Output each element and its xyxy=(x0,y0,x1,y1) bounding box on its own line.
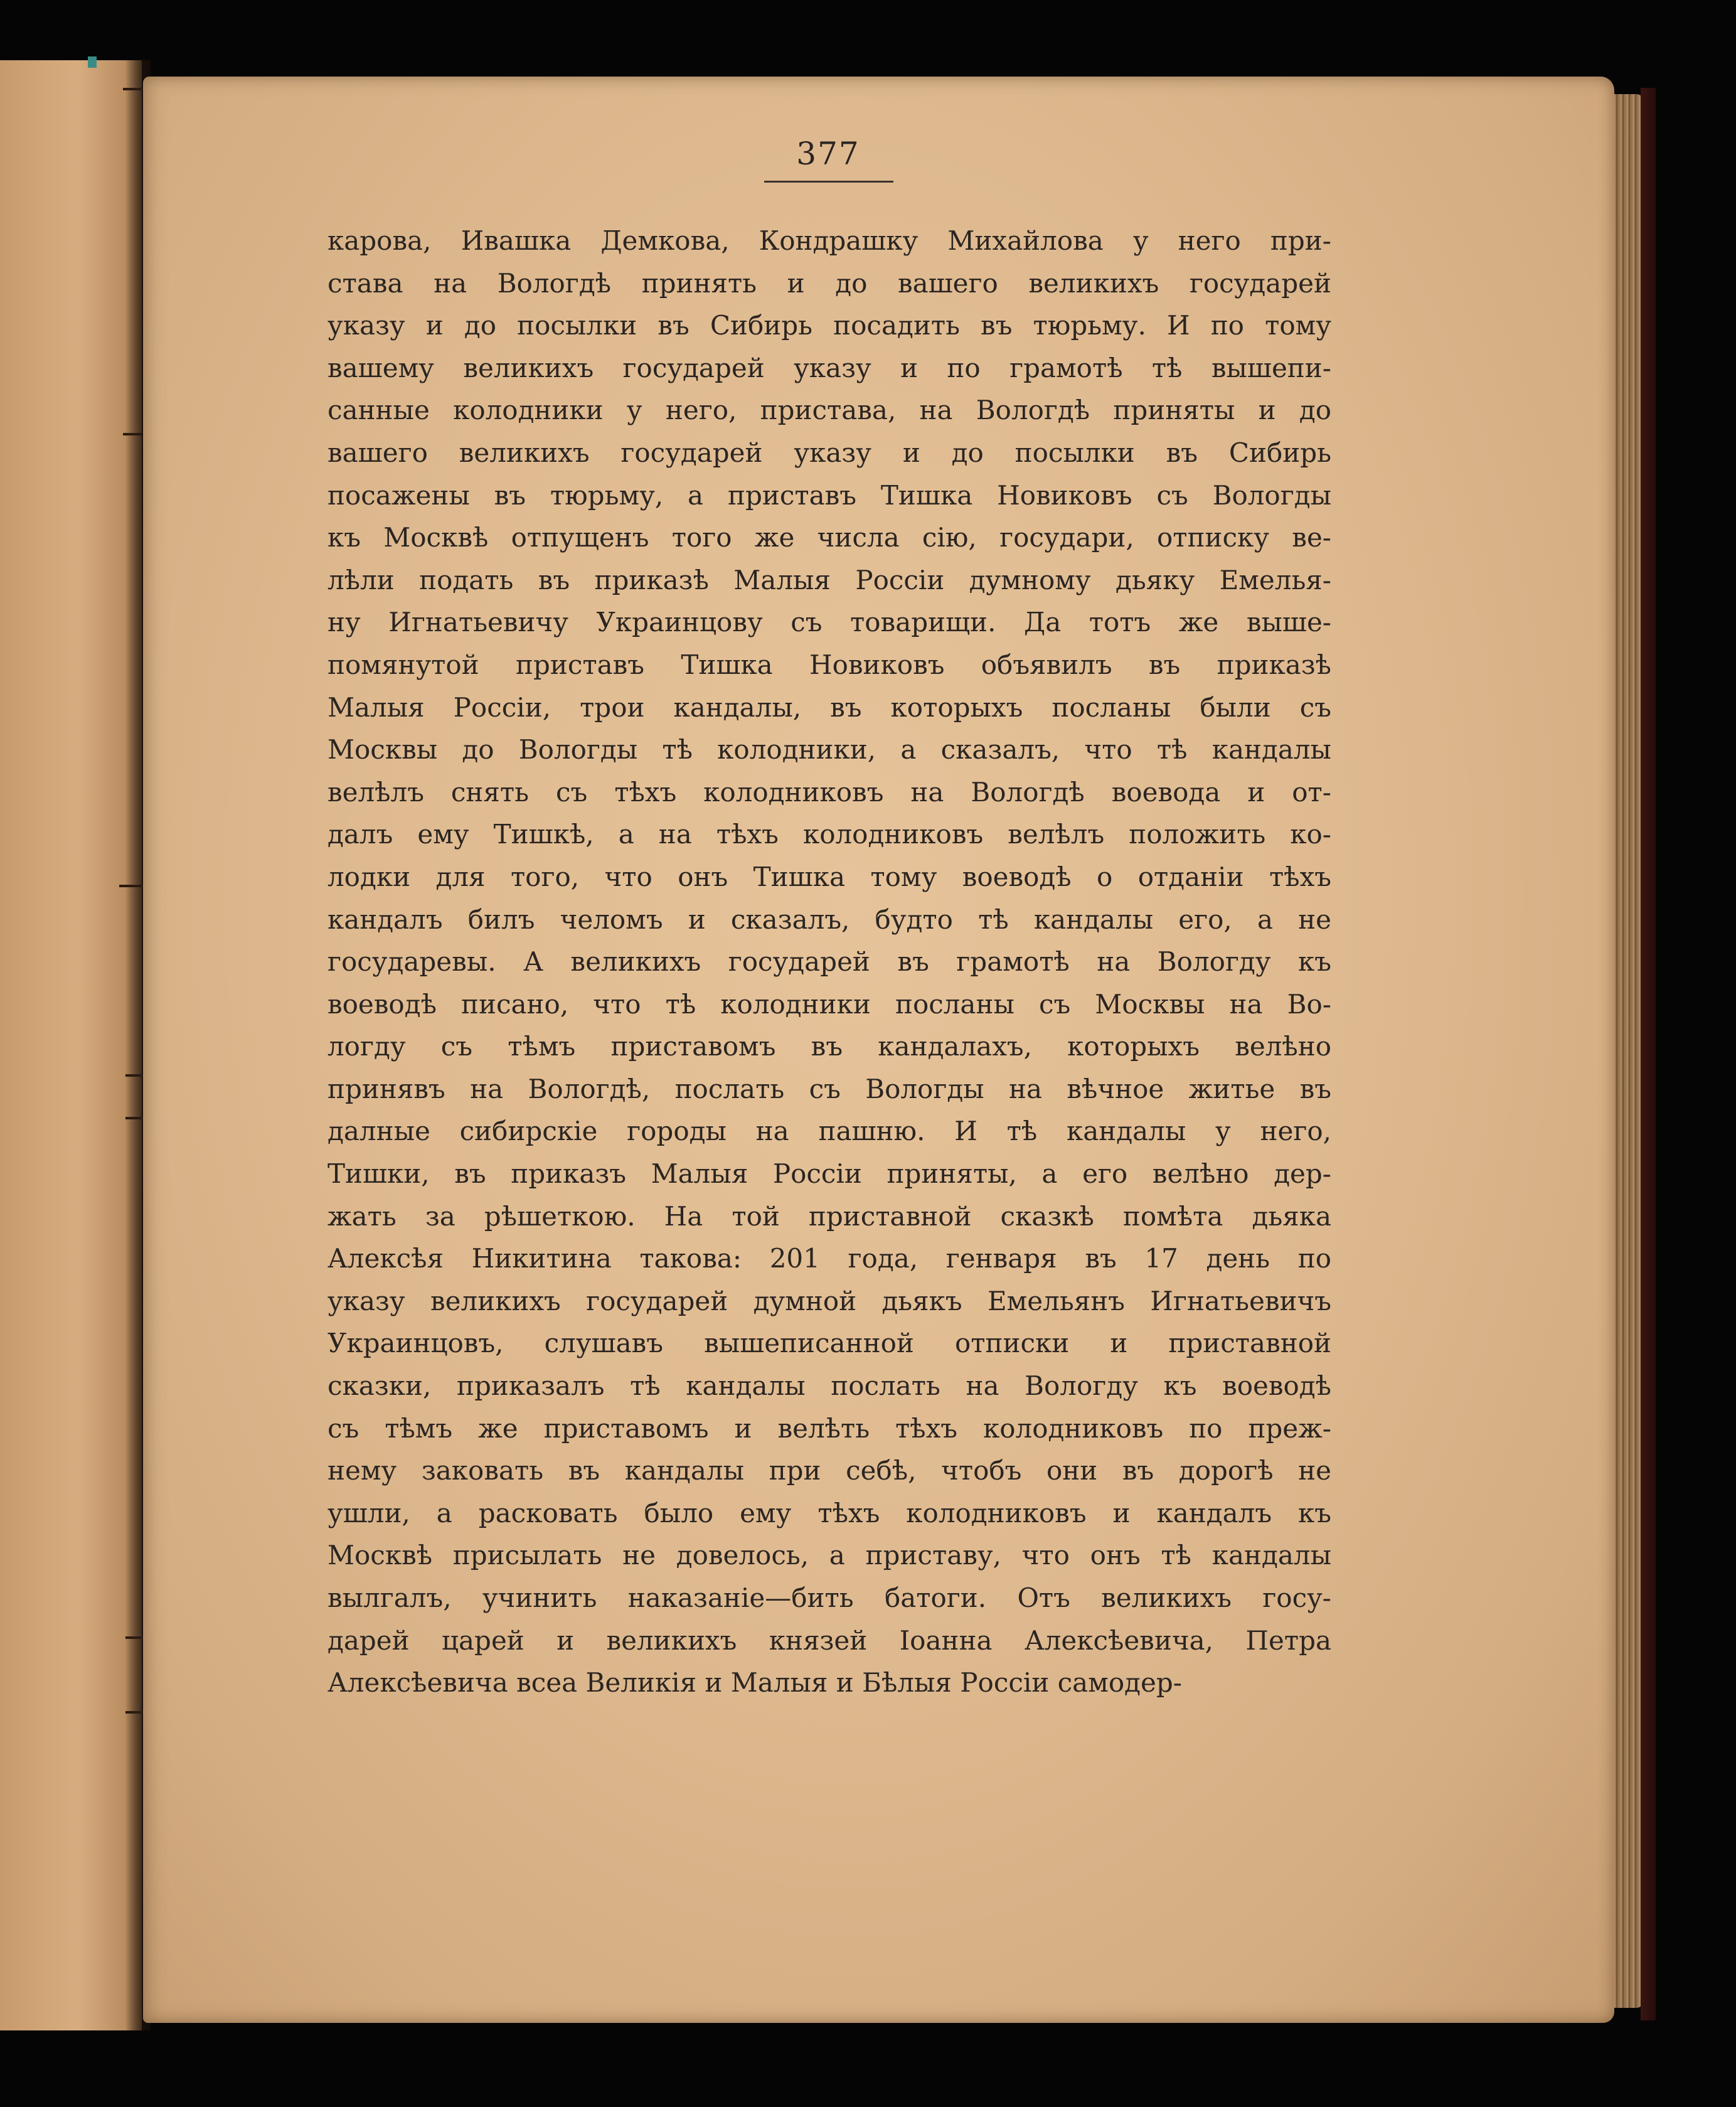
text-line: дарей царей и великихъ князей Іоанна Алексѣевича, Петра xyxy=(327,1624,1331,1656)
text-line: государевы. А великихъ государей въ грамотѣ на Вологду къ xyxy=(327,946,1331,978)
text-line: Тишки, въ приказъ Малыя Россіи приняты, а его велѣно дер- xyxy=(327,1158,1331,1190)
text-line: Алексѣевича всеа Великія и Малыя и Бѣлыя Россіи самодер- xyxy=(327,1667,1182,1699)
text-line: Алексѣя Никитина такова: 201 года, генваря въ 17 день по xyxy=(327,1243,1331,1274)
text-line: указу и до посылки въ Сибирь посадить въ тюрьму. И по тому xyxy=(327,310,1331,341)
text-line: вашего великихъ государей указу и до посылки въ Сибирь xyxy=(327,437,1331,468)
text-line: велѣлъ снять съ тѣхъ колодниковъ на Вологдѣ воевода и от- xyxy=(327,776,1331,808)
spine-thread xyxy=(123,433,142,435)
text-line: ну Игнатьевичу Украинцову съ товарищи. Да тотъ же выше- xyxy=(327,607,1331,638)
text-line: жать за рѣшеткою. На той приставной сказкѣ помѣта дьяка xyxy=(327,1200,1331,1232)
body-text xyxy=(327,220,1331,1704)
text-line: логду съ тѣмъ приставомъ въ кандалахъ, которыхъ велѣно xyxy=(327,1031,1331,1062)
left-page-color-mark xyxy=(88,56,97,68)
text-line: далные сибирскіе городы на пашню. И тѣ кандалы у него, xyxy=(327,1116,1331,1147)
text-line: Москвы до Вологды тѣ колодники, а сказалъ, что тѣ кандалы xyxy=(327,734,1331,765)
text-line: нему заковать въ кандалы при себѣ, чтобъ они въ дорогѣ не xyxy=(327,1455,1331,1486)
text-line: санные колодники у него, пристава, на Вологдѣ приняты и до xyxy=(327,395,1331,426)
text-line: вылгалъ, учинить наказаніе—бить батоги. Отъ великихъ госу- xyxy=(327,1582,1331,1613)
text-line: сказки, приказалъ тѣ кандалы послать на Вологду къ воеводѣ xyxy=(327,1370,1331,1402)
text-line: вашему великихъ государей указу и по грамотѣ тѣ вышепи- xyxy=(327,352,1331,383)
page-number-rule xyxy=(764,181,893,183)
text-line: съ тѣмъ же приставомъ и велѣть тѣхъ колодниковъ по преж- xyxy=(327,1412,1331,1444)
text-line: посажены въ тюрьму, а приставъ Тишка Новиковъ съ Вологды xyxy=(327,479,1331,511)
book-cover-edge xyxy=(1641,88,1656,2020)
text-line: става на Вологдѣ принять и до вашего великихъ государей xyxy=(327,267,1331,299)
text-line: помянутой приставъ Тишка Новиковъ объявилъ въ приказѣ xyxy=(327,649,1331,680)
text-line: лѣли подать въ приказѣ Малыя Россіи думному дьяку Емелья- xyxy=(327,564,1331,595)
text-line: карова, Ивашка Демкова, Кондрашку Михайлова у него при- xyxy=(327,225,1331,256)
text-line: далъ ему Тишкѣ, а на тѣхъ колодниковъ велѣлъ положить ко- xyxy=(327,819,1331,850)
text-line: Малыя Россіи, трои кандалы, въ которыхъ посланы были съ xyxy=(327,691,1331,723)
spine-thread xyxy=(123,88,144,90)
text-line: ушли, а расковать было ему тѣхъ колодниковъ и кандалъ къ xyxy=(327,1497,1331,1528)
text-line: воеводѣ писано, что тѣ колодники посланы съ Москвы на Во- xyxy=(327,988,1331,1020)
left-page-edge xyxy=(0,60,142,2030)
text-line: Украинцовъ, слушавъ вышеписанной отписки и приставной xyxy=(327,1328,1331,1359)
text-line: лодки для того, что онъ Тишка тому воеводѣ о отданіи тѣхъ xyxy=(327,861,1331,892)
text-line: указу великихъ государей думной дьякъ Емельянъ Игнатьевичъ xyxy=(327,1285,1331,1316)
text-line: къ Москвѣ отпущенъ того же числа сію, государи, отписку ве- xyxy=(327,522,1331,553)
text-line: принявъ на Вологдѣ, послать съ Вологды на вѣчное житье въ xyxy=(327,1073,1331,1104)
text-line: кандалъ билъ челомъ и сказалъ, будто тѣ кандалы его, а не xyxy=(327,904,1331,935)
text-line: Москвѣ присылать не довелось, а приставу, что онъ тѣ кандалы xyxy=(327,1540,1331,1571)
page-number: 377 xyxy=(796,136,860,172)
